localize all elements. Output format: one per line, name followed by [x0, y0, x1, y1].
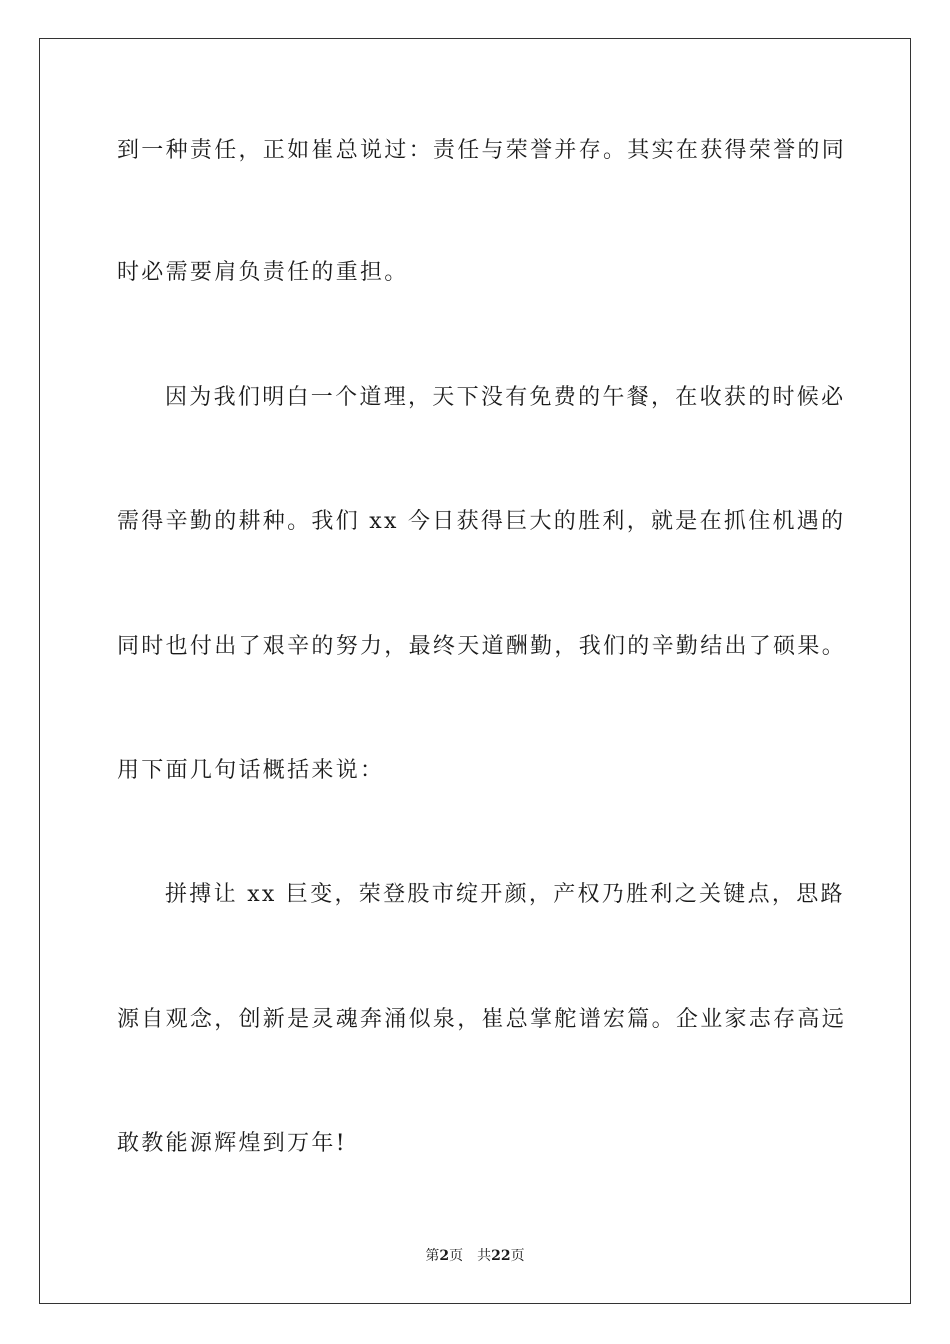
body-text-line: 敢教能源辉煌到万年!	[117, 1131, 347, 1156]
paragraph-start-line: 因为我们明白一个道理，天下没有免费的午餐，在收获的时候必	[165, 385, 846, 410]
body-text-line: 时必需要肩负责任的重担。	[117, 260, 409, 285]
total-suffix: 页	[510, 1248, 525, 1264]
total-prefix: 共	[477, 1248, 492, 1264]
page-suffix: 页	[449, 1248, 464, 1264]
page-border	[39, 38, 911, 1304]
page-footer	[0, 1247, 950, 1265]
page-prefix: 第	[425, 1248, 440, 1264]
paragraph-start-line: 拼搏让 xx 巨变，荣登股市绽开颜，产权乃胜利之关键点，思路	[165, 882, 845, 907]
body-text-line: 用下面几句话概括来说：	[117, 758, 385, 783]
body-text-line: 到一种责任，正如崔总说过：责任与荣誉并存。其实在获得荣誉的同	[117, 138, 847, 163]
body-text-line: 需得辛勤的耕种。我们 xx 今日获得巨大的胜利，就是在抓住机遇的	[117, 509, 846, 534]
page-number: 2	[439, 1248, 450, 1264]
total-pages: 22	[491, 1248, 511, 1264]
body-text-line: 同时也付出了艰辛的努力，最终天道酬勤，我们的辛勤结出了硕果。	[117, 634, 847, 659]
body-text-line: 源自观念，创新是灵魂奔涌似泉，崔总掌舵谱宏篇。企业家志存高远	[117, 1007, 847, 1032]
